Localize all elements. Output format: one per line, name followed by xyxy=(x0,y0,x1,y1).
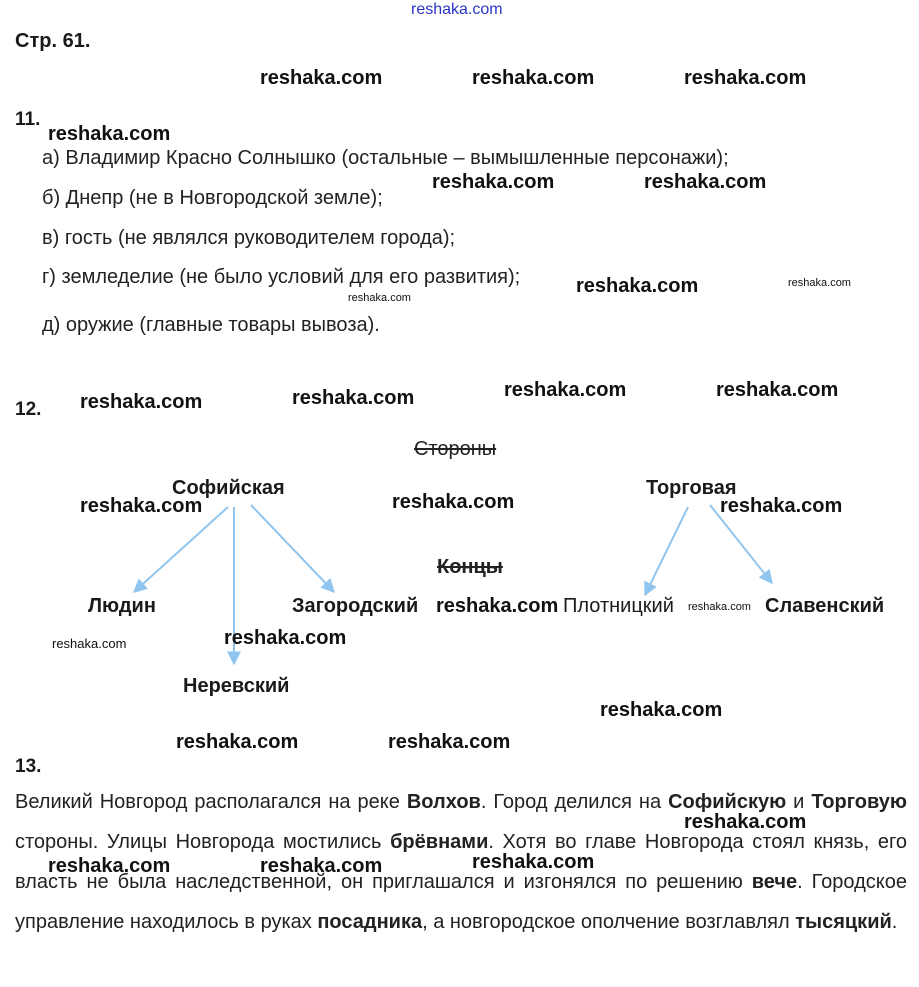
task11-item-a: а) Владимир Красно Солнышко (остальные – вымышленные персонажи); xyxy=(42,147,729,169)
watermark: reshaka.com xyxy=(48,855,171,877)
watermark: reshaka.com xyxy=(432,171,555,193)
watermark: reshaka.com xyxy=(260,67,383,89)
task13-text: . Город делился на xyxy=(480,791,669,813)
watermark: reshaka.com xyxy=(644,171,767,193)
watermark: reshaka.com xyxy=(684,811,807,833)
watermark: reshaka.com xyxy=(688,601,751,613)
end-zagorodsky: Загородский xyxy=(292,595,419,617)
watermark: reshaka.com xyxy=(600,699,723,721)
task13-text: . Хотя во главе Новгорода стоял князь, его власть не была наследственной, он приглашался и изгонялся по решению xyxy=(15,831,907,893)
watermark: reshaka.com xyxy=(684,67,807,89)
watermark: reshaka.com xyxy=(716,379,839,401)
watermark: reshaka.com xyxy=(80,495,203,517)
watermark: reshaka.com xyxy=(720,495,843,517)
task13-number: 13. xyxy=(15,756,42,777)
task13-keyword: тысяцкий xyxy=(795,911,892,933)
watermark: reshaka.com xyxy=(48,123,171,145)
task13-keyword: посадника xyxy=(317,911,423,933)
task13-keyword: Волхов xyxy=(406,791,481,813)
end-slavensky: Славенский xyxy=(765,595,885,617)
watermark: reshaka.com xyxy=(348,292,411,304)
watermark: reshaka.com xyxy=(472,67,595,89)
task13-keyword: Торговую xyxy=(811,791,907,813)
task13-text: и xyxy=(786,791,812,813)
watermark: reshaka.com xyxy=(472,851,595,873)
watermark: reshaka.com xyxy=(576,275,699,297)
end-nerevsky: Неревский xyxy=(183,675,290,697)
end-plotnitsky: Плотницкий xyxy=(563,595,674,617)
watermark: reshaka.com xyxy=(80,391,203,413)
side-trade: Торговая xyxy=(646,477,737,499)
task12-number: 12. xyxy=(15,399,42,420)
watermark: reshaka.com xyxy=(788,277,851,289)
task13-text: стороны. Улицы Новгорода мостились xyxy=(15,831,391,853)
watermark: reshaka.com xyxy=(176,731,299,753)
task13-text: . xyxy=(891,911,898,933)
watermark: reshaka.com xyxy=(292,387,415,409)
ends-label: Концы xyxy=(437,556,503,578)
watermark: reshaka.com xyxy=(260,855,383,877)
side-sofia: Софийская xyxy=(172,477,285,499)
arrow-trade-to-plotnitsky xyxy=(645,507,688,595)
watermark: reshaka.com xyxy=(388,731,511,753)
task13-keyword: вече xyxy=(751,871,798,893)
task11-number: 11. xyxy=(15,109,41,130)
sides-label: Стороны xyxy=(414,438,497,460)
watermark: reshaka.com xyxy=(392,491,515,513)
watermark-top: reshaka.com xyxy=(411,1,503,18)
page-label: Стр. 61. xyxy=(15,30,91,52)
task11-item-d: г) земледелие (не было условий для его развития); xyxy=(42,266,521,288)
watermark: reshaka.com xyxy=(52,636,127,651)
task11-item-e: д) оружие (главные товары вывоза). xyxy=(42,314,380,336)
task13-text: . Городское управление находилось в руках xyxy=(15,871,907,933)
task13-keyword: Софийскую xyxy=(668,791,787,813)
task11-item-b: б) Днепр (не в Новгородской земле); xyxy=(42,187,383,209)
task13-keyword: брёвнами xyxy=(390,831,489,853)
watermark: reshaka.com xyxy=(436,595,559,617)
watermark: reshaka.com xyxy=(504,379,627,401)
arrow-sofia-to-zagorodsky xyxy=(251,505,334,592)
watermark: reshaka.com xyxy=(224,627,347,649)
task13-text: Великий Новгород располагался на реке xyxy=(15,791,407,813)
arrow-sofia-to-lyudin xyxy=(134,507,228,592)
end-lyudin: Людин xyxy=(88,595,156,617)
task13-text: , а новгородское ополчение возглавлял xyxy=(422,911,796,933)
task11-item-c: в) гость (не являлся руководителем города); xyxy=(42,227,456,249)
